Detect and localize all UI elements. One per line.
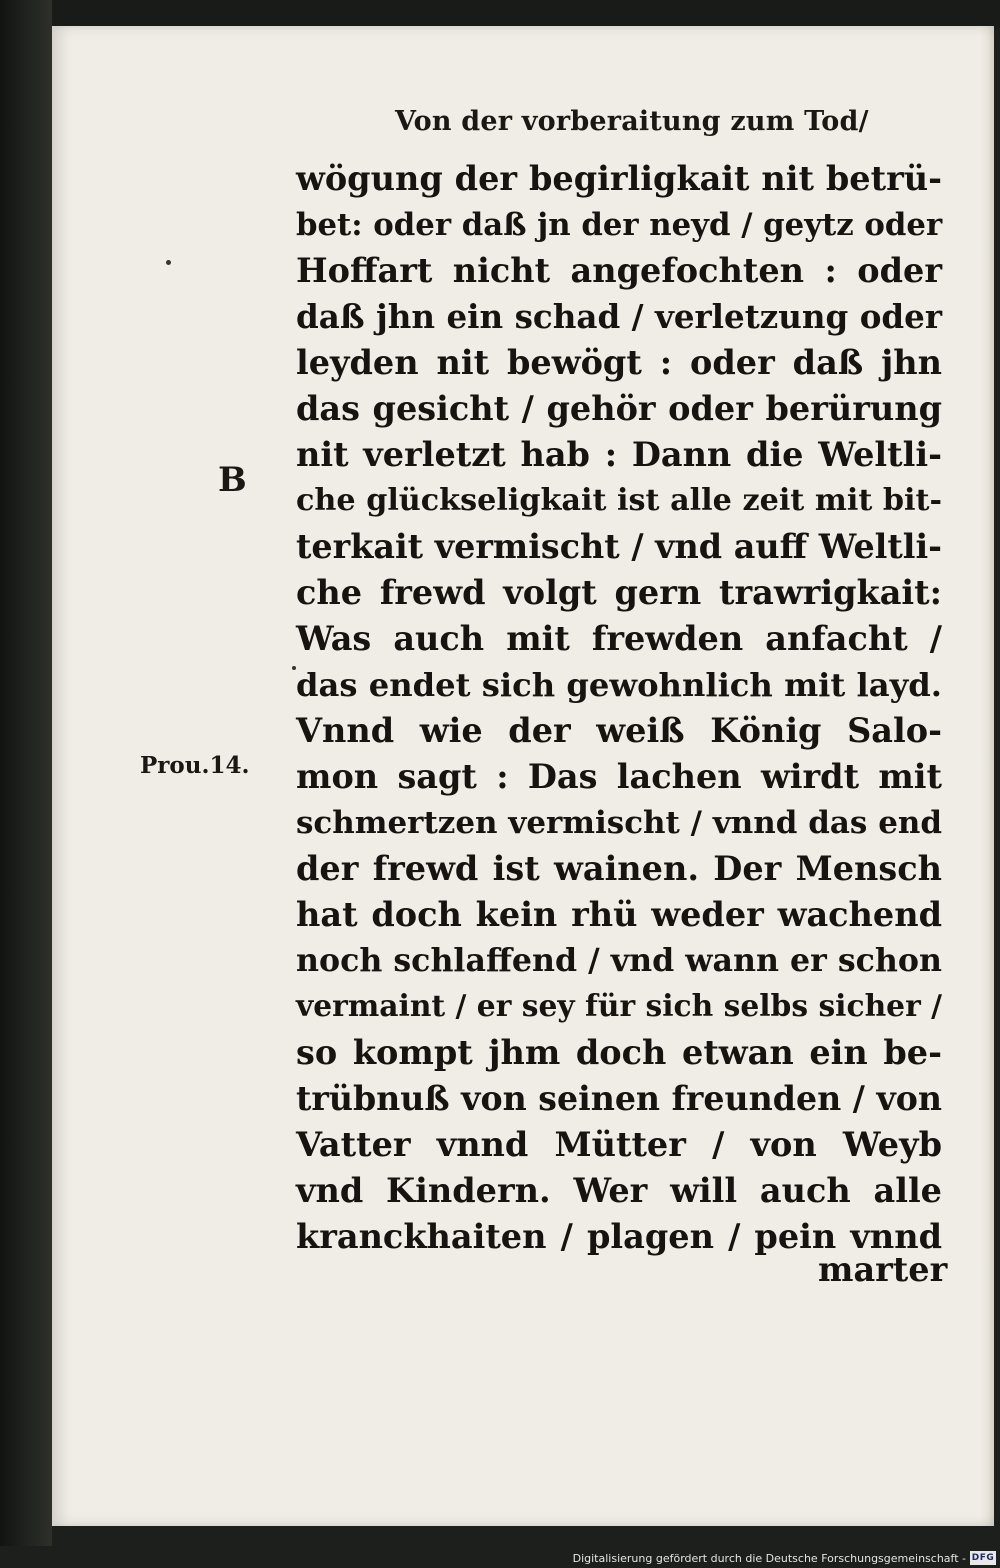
text-line: nit verletzt hab : Dann die Weltli- xyxy=(296,435,942,474)
text-line: vermaint / er sey für sich selbs sicher / xyxy=(296,989,942,1024)
text-line: trübnuß von seinen freunden / von xyxy=(296,1079,942,1118)
text-line: so kompt jhm doch etwan ein be- xyxy=(296,1033,942,1072)
text-line: che frewd volgt gern trawrigkait: xyxy=(296,573,942,612)
body-text xyxy=(296,156,942,1260)
text-line: Vatter vnnd Mütter / von Weyb xyxy=(296,1125,942,1164)
marginal-mark: B xyxy=(218,460,247,500)
text-line: wögung der begirligkait nit betrü- xyxy=(296,159,942,198)
dfg-logo: DFG xyxy=(971,1553,995,1563)
text-line: bet: oder daß jn der neyd / geytz oder xyxy=(296,207,943,243)
scan-left-edge xyxy=(0,0,52,1568)
text-line: hat doch kein rhü weder wachend xyxy=(296,895,942,934)
catchword: marter xyxy=(818,1250,948,1289)
text-line: schmertzen vermischt / vnnd das end xyxy=(296,805,942,841)
text-line: vnd Kindern. Wer will auch alle xyxy=(296,1171,942,1210)
ink-dot xyxy=(166,260,171,265)
text-line: terkait vermischt / vnd auff Weltli- xyxy=(296,527,942,566)
text-line: noch schlaffend / vnd wann er schon xyxy=(296,942,942,979)
text-line: mon sagt : Das lachen wirdt mit xyxy=(296,757,942,796)
text-line: daß jhn ein schad / verletzung oder xyxy=(296,297,942,336)
text-line: das gesicht / gehör oder berürung xyxy=(296,389,942,428)
text-line: kranckhaiten / plagen / pein vnnd xyxy=(296,1217,942,1256)
scan-top-edge xyxy=(0,0,1000,28)
text-line: das endet sich gewohnlich mit layd. xyxy=(296,666,942,704)
text-line: Was auch mit frewden anfacht / xyxy=(296,619,942,658)
text-line: der frewd ist wainen. Der Mensch xyxy=(296,849,942,888)
text-line: che glückseligkait ist alle zeit mit bit- xyxy=(296,483,942,518)
footer-credit: Digitalisierung gefördert durch die Deutsche Forschungsgemeinschaft - xyxy=(572,1552,966,1565)
text-line: Vnnd wie der weiß König Salo- xyxy=(296,711,942,750)
text-line: Hoffart nicht angefochten : oder xyxy=(296,251,942,290)
marginal-note: Prou.14. xyxy=(140,752,250,779)
running-head: Von der vorberaitung zum Tod/ xyxy=(395,106,869,137)
text-line: leyden nit bewögt : oder daß jhn xyxy=(296,343,942,382)
